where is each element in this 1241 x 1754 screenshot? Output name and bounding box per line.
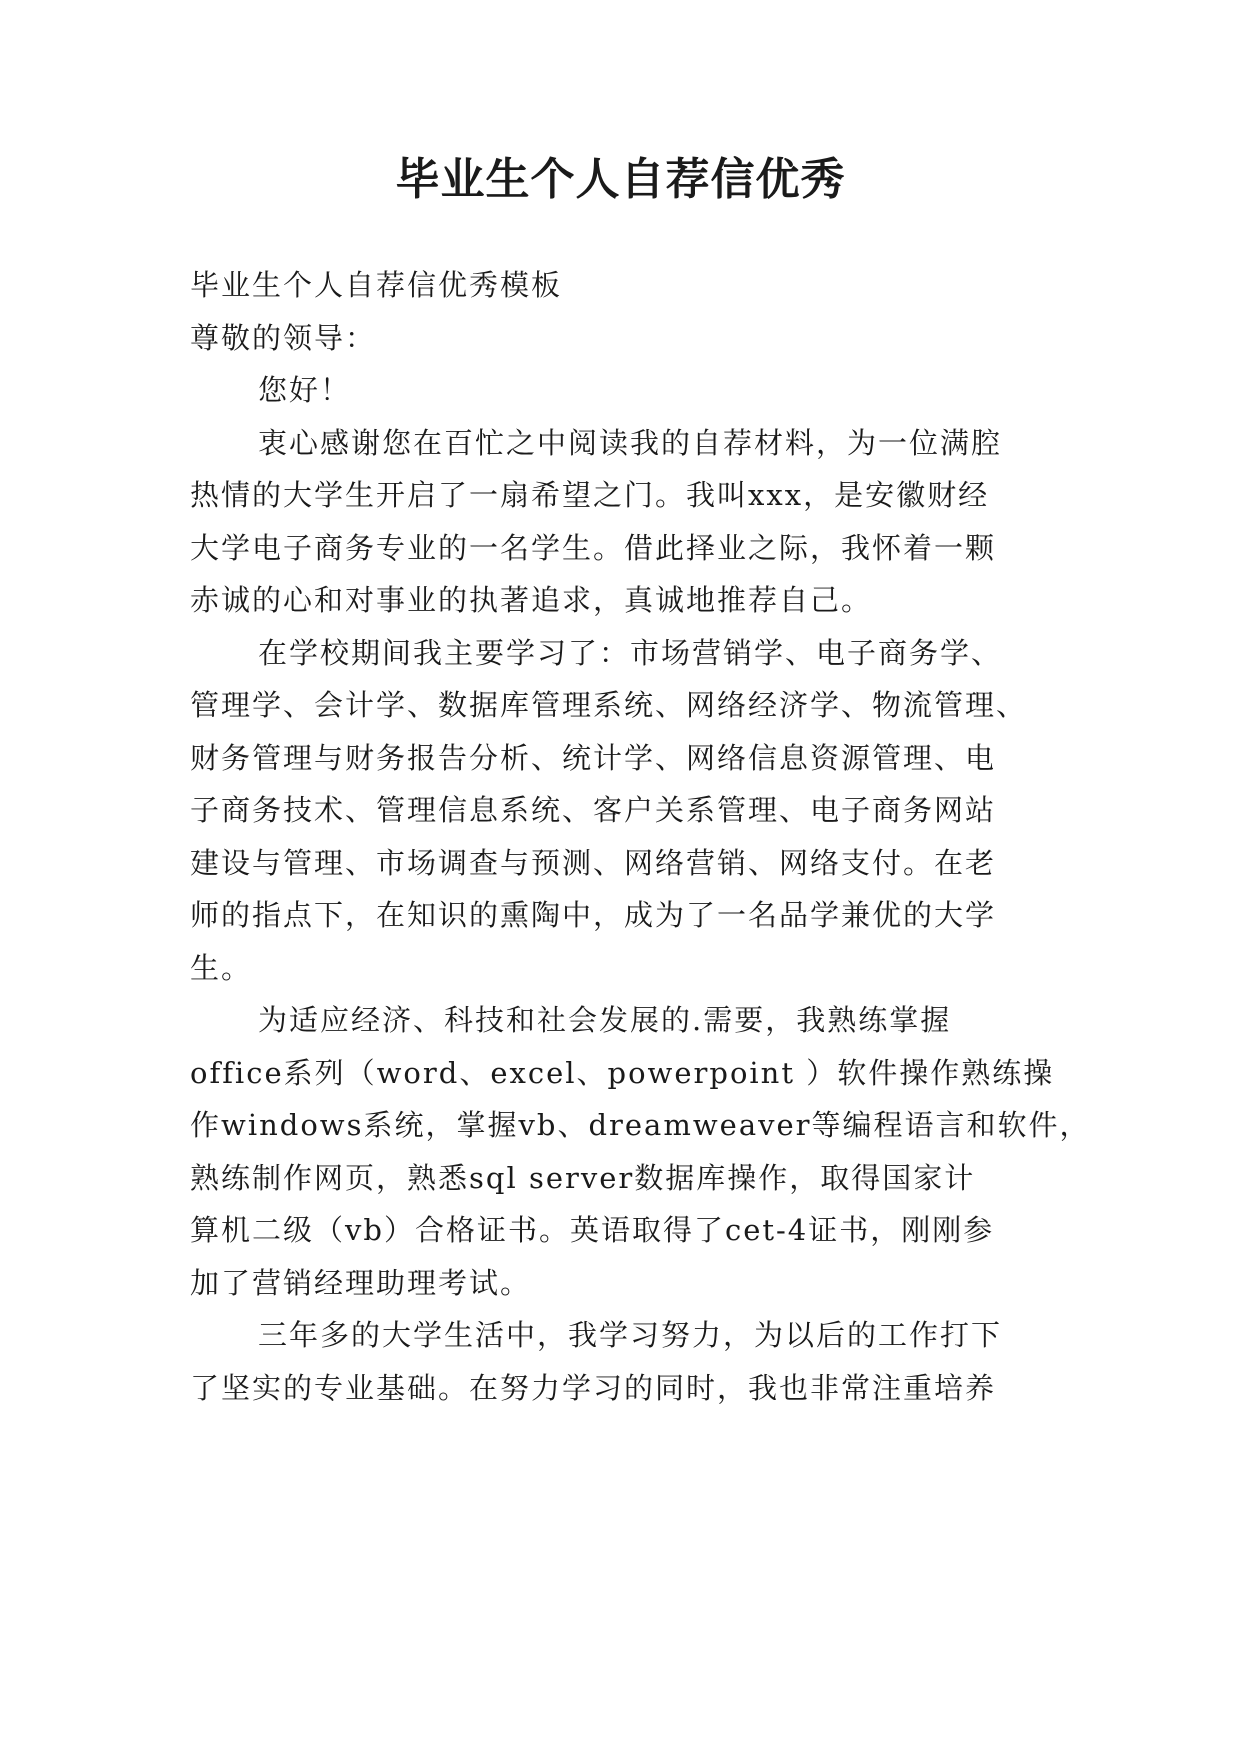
- paragraph-line: 衷心感谢您在百忙之中阅读我的自荐材料，为一位满腔: [258, 426, 1003, 460]
- paragraph-line: 生。: [190, 951, 253, 985]
- paragraph-line: 师的指点下，在知识的熏陶中，成为了一名品学兼优的大学: [190, 898, 997, 932]
- paragraph-line: 加了营销经理助理考试。: [190, 1266, 532, 1300]
- greeting-line: 您好！: [258, 373, 352, 407]
- paragraph-line: 管理学、会计学、数据库管理系统、网络经济学、物流管理、: [190, 688, 1028, 722]
- paragraph-line: 财务管理与财务报告分析、统计学、网络信息资源管理、电: [190, 741, 997, 775]
- paragraph-line: 作windows系统，掌握vb、dreamweaver等编程语言和软件，: [190, 1108, 1091, 1142]
- paragraph-line: 子商务技术、管理信息系统、客户关系管理、电子商务网站: [190, 793, 997, 827]
- paragraph-line: 赤诚的心和对事业的执著追求，真诚地推荐自己。: [190, 583, 873, 617]
- paragraph-line: 建设与管理、市场调查与预测、网络营销、网络支付。在老: [190, 846, 997, 880]
- salutation-line: 尊敬的领导：: [190, 321, 377, 355]
- paragraph-line: 了坚实的专业基础。在努力学习的同时，我也非常注重培养: [190, 1371, 997, 1405]
- paragraph-line: 三年多的大学生活中，我学习努力，为以后的工作打下: [258, 1318, 1003, 1352]
- paragraph-line: 热情的大学生开启了一扇希望之门。我叫xxx，是安徽财经: [190, 478, 990, 512]
- paragraph-line: 为适应经济、科技和社会发展的.需要，我熟练掌握: [258, 1003, 952, 1037]
- subtitle-line: 毕业生个人自荐信优秀模板: [190, 268, 563, 302]
- paragraph-line: office系列（word、excel、powerpoint ）软件操作熟练操: [190, 1056, 1055, 1090]
- paragraph-line: 算机二级（vb）合格证书。英语取得了cet-4证书，刚刚参: [190, 1213, 995, 1247]
- paragraph-line: 在学校期间我主要学习了：市场营销学、电子商务学、: [258, 636, 1003, 670]
- document-title: 毕业生个人自荐信优秀: [395, 154, 846, 205]
- paragraph-line: 熟练制作网页，熟悉sql server数据库操作，取得国家计: [190, 1161, 976, 1195]
- paragraph-line: 大学电子商务专业的一名学生。借此择业之际，我怀着一颗: [190, 531, 997, 565]
